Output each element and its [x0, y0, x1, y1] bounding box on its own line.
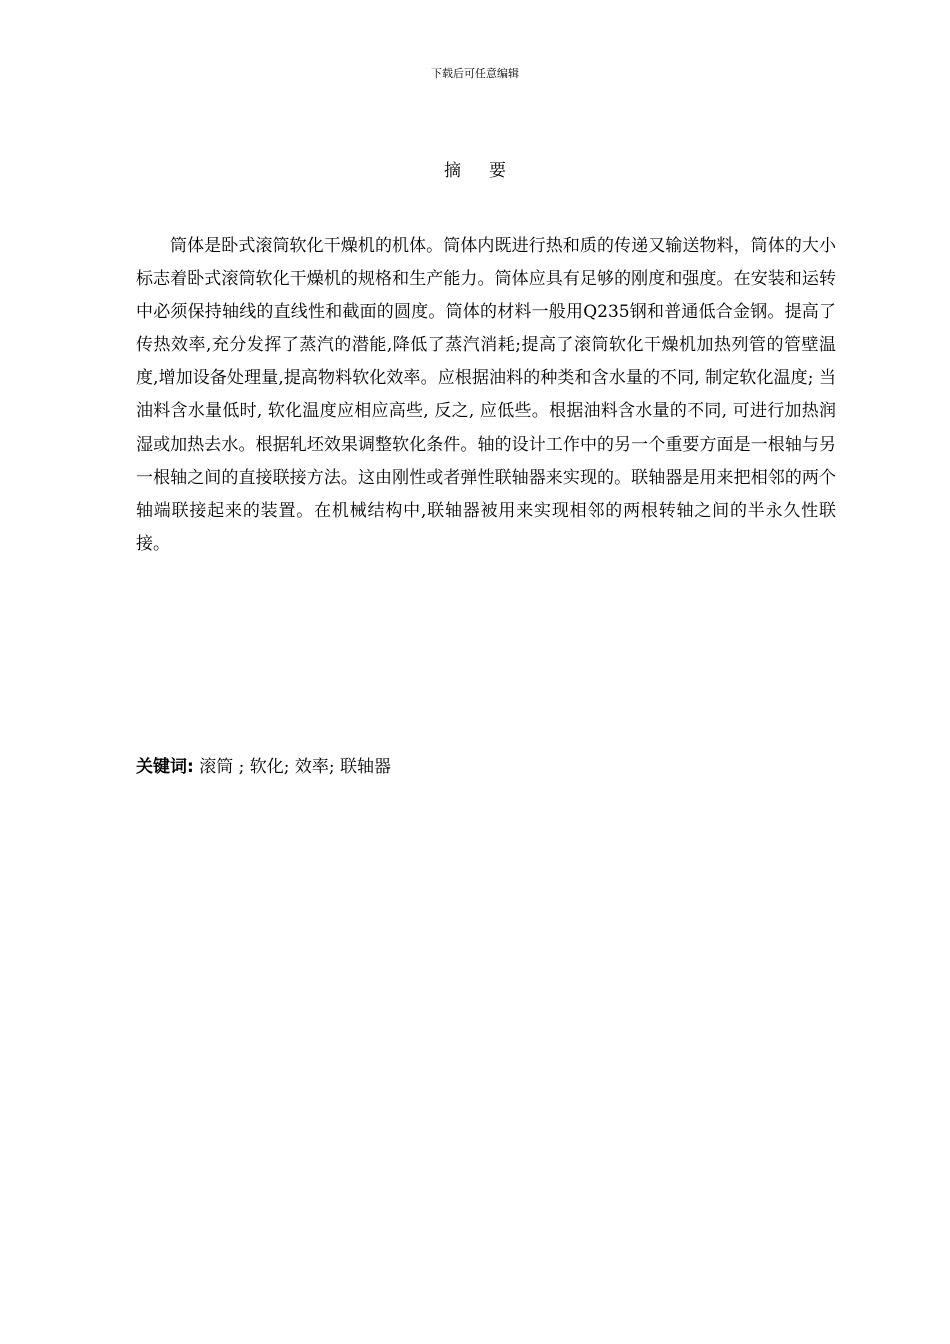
keywords-list: 滚筒 ; 软化; 效率; 联轴器: [199, 757, 392, 777]
abstract-title: 摘要: [444, 161, 534, 181]
keywords-label: 关键词:: [136, 757, 194, 777]
page-header-note: 下载后可任意编辑: [431, 67, 519, 80]
abstract-paragraph: 筒体是卧式滚筒软化干燥机的机体。筒体内既进行热和质的传递又输送物料，筒体的大小标志着卧式滚筒软化干燥机的规格和生产能力。筒体应具有足够的刚度和强度。在安装和运转中必须保持轴线的直线性和截面的圆度。筒体的材料一般用Q235钢和普通低合金钢。提高了传热效率,充分发挥了蒸汽的潜能,降低了蒸汽消耗;提高了滚筒软化干燥机加热列管的管壁温度,增加设备处理量,提高物料软化效率。应根据油料的种类和含水量的不同, 制定软化温度; 当油料含水量低时, 软化温度应相应高些, 反之, 应低些。根据油料含水量的不同, 可进行加热润湿或加热去水。根据轧坯效果调整软化条件。轴的设计工作中的另一个重要方面是一根轴与另一根轴之间的直接联接方法。这由刚性或者弹性联轴器来实现的。联轴器是用来把相邻的两个轴端联接起来的装置。在机械结构中,联轴器被用来实现相邻的两根转轴之间的半永久性联接。: [136, 236, 836, 554]
keywords-line: [136, 755, 836, 779]
